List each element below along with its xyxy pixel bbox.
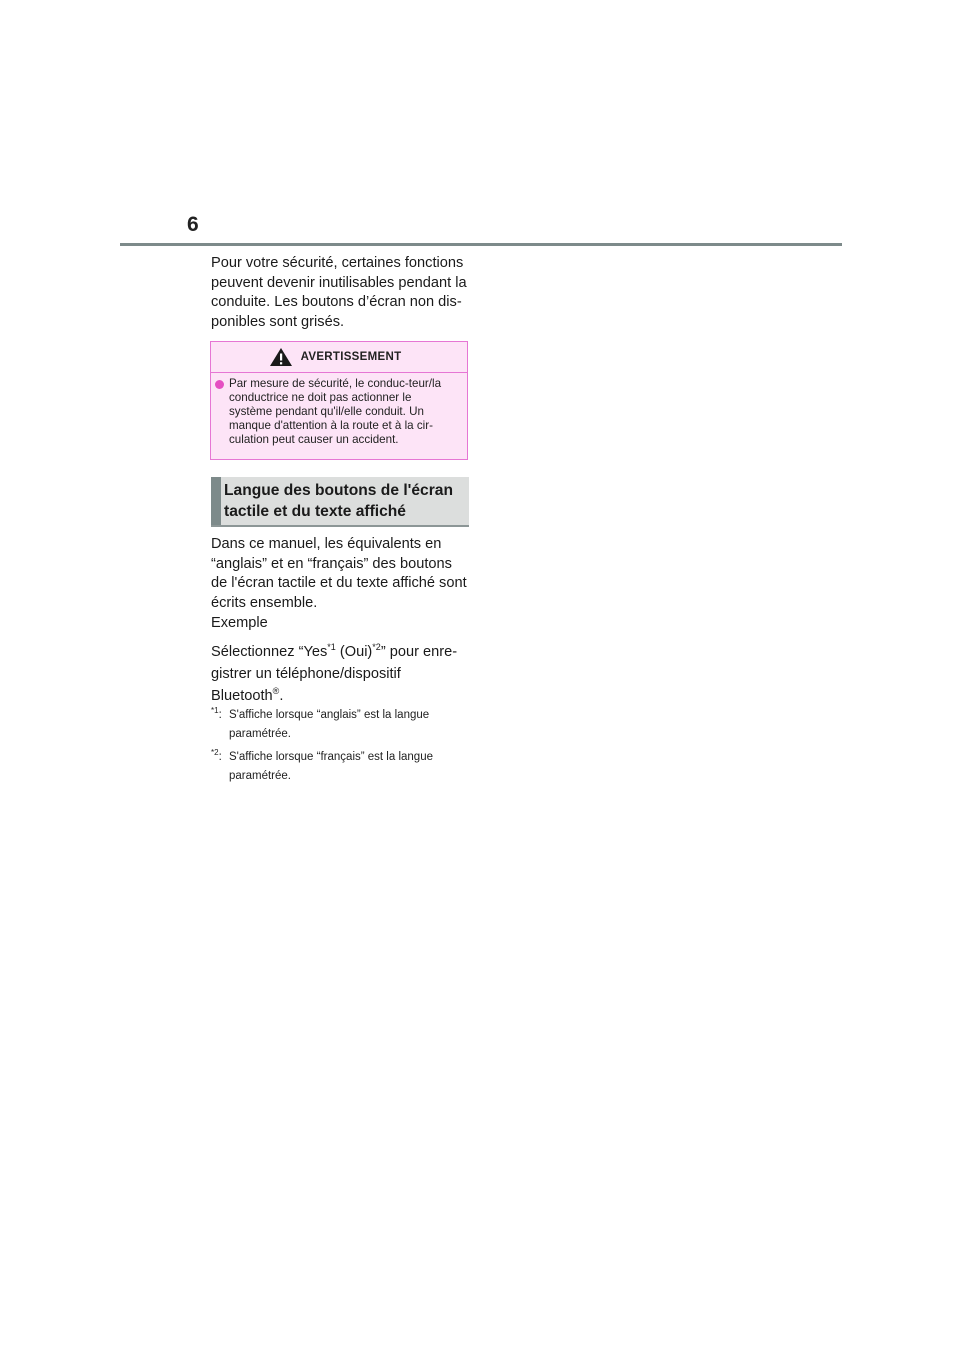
section-heading-bar — [211, 477, 221, 525]
footnote — [211, 748, 469, 786]
footnote-ref-2: *2 — [372, 642, 381, 653]
header-rule — [120, 243, 842, 246]
example-paragraph — [211, 641, 469, 707]
warning-box — [210, 341, 468, 460]
example-text-2: (Oui) — [335, 644, 373, 660]
footnote-ref-1: *1 — [327, 642, 336, 653]
body-paragraph: Dans ce manuel, les équivalents en “anglais” et en “français” des boutons de l'écran tactile et du texte affiché sont écrits ensemble. — [211, 536, 467, 611]
section-heading — [211, 477, 469, 527]
example-text-3: ” pour enre-gistrer un téléphone/dispositif Bluetooth — [211, 644, 458, 704]
section-heading-text: Langue des boutons de l'écran tactile et du texte affiché — [224, 482, 453, 520]
warning-triangle-icon — [269, 347, 293, 367]
example-text-4: . — [279, 688, 284, 704]
warning-title: AVERTISSEMENT — [300, 351, 402, 363]
registered-mark: ® — [272, 686, 280, 697]
footnote-mark: $^{*2}$: — [211, 748, 222, 763]
warning-body — [211, 373, 467, 447]
footnote-text: S'affiche lorsque “français” est la langue paramétrée. — [229, 751, 433, 782]
footnote-text: S'affiche lorsque “anglais” est la langue paramétrée. — [229, 709, 430, 740]
warning-header — [211, 342, 467, 373]
footnote — [211, 706, 469, 744]
intro-paragraph: Pour votre sécurité, certaines fonctions peuvent devenir inutilisables pendant la conduite. Les boutons d’écran non dis-ponibles sont grisés. — [211, 255, 467, 330]
example-text-1: Sélectionnez “Yes — [211, 644, 328, 660]
page-number: 6 — [187, 213, 199, 236]
bullet-icon — [215, 380, 224, 389]
warning-text: Par mesure de sécurité, le conduc-teur/la conductrice ne doit pas actionner le système pendant qu'il/elle conduit. Un manque d'attention à la route et à la cir-culation peut causer un accident. — [229, 377, 442, 447]
example-label: Exemple — [211, 615, 268, 631]
footnote-mark: $^{*1}$: — [211, 706, 222, 721]
